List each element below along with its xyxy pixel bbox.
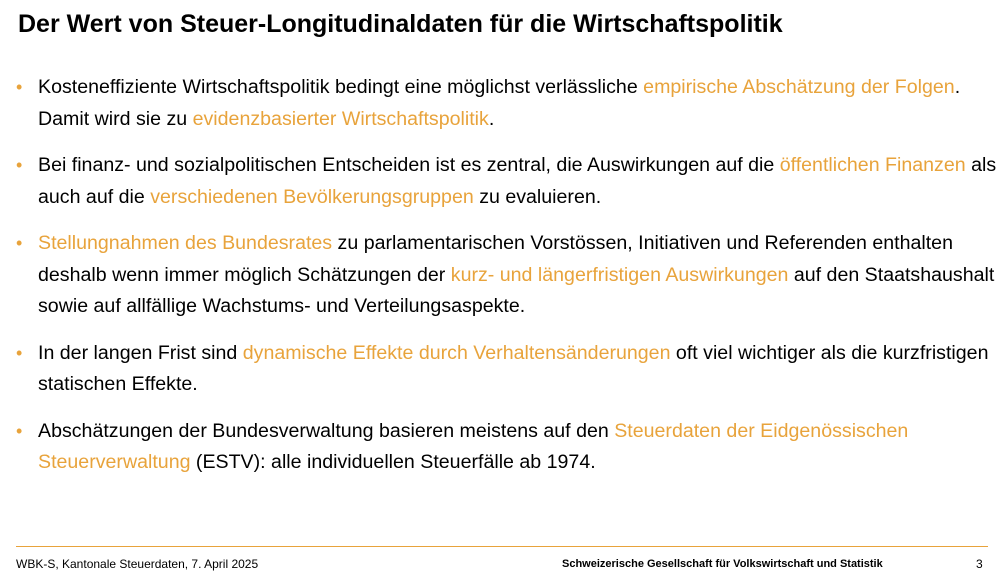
bullet-list bbox=[16, 72, 1000, 479]
page-number: 3 bbox=[976, 557, 983, 571]
highlighted-text: evidenzbasierter Wirtschaftspolitik bbox=[192, 107, 489, 130]
highlighted-text: empirische Abschätzung der Folgen bbox=[643, 76, 955, 98]
bullet-text: Kosteneffiziente Wirtschaftspolitik bedingt eine möglichst verlässliche bbox=[38, 76, 644, 98]
highlighted-text: Steuerdaten der Eidgenössischen Steuerverwaltung bbox=[38, 419, 909, 473]
bullet-marker: • bbox=[16, 155, 23, 175]
footer-organization: Schweizerische Gesellschaft für Volkswirtschaft und Statistik bbox=[562, 558, 883, 570]
bullet-marker: • bbox=[16, 233, 23, 253]
bullet-marker: • bbox=[16, 420, 23, 441]
bullet-text: In der langen Frist sind bbox=[38, 341, 243, 364]
bullet-text: (ESTV): alle individuellen Steuerfälle ab 1974. bbox=[190, 451, 596, 473]
bullet-text: auf den Staatshaushalt sowie auf allfällige Wachstums- und Verteilungsaspekte. bbox=[38, 263, 995, 317]
bullet-text: . Damit wird sie zu bbox=[38, 76, 961, 130]
bullet-marker: • bbox=[16, 342, 23, 363]
bullet-marker: • bbox=[16, 77, 23, 97]
bullet-text: als auch auf die bbox=[38, 154, 997, 208]
footer-event-info: WBK-S, Kantonale Steuerdaten, 7. April 2025 bbox=[16, 557, 259, 571]
highlighted-text: verschiedenen Bevölkerungsgruppen bbox=[150, 185, 474, 208]
bullet-text: zu evaluieren. bbox=[473, 185, 602, 208]
highlighted-text: dynamische Effekte durch Verhaltensänderungen bbox=[242, 341, 671, 364]
bullet-text: zu parlamentarischen Vorstössen, Initiativen und Referenden enthalten deshalb wenn immer möglich Schätzungen der bbox=[38, 232, 953, 286]
footer-divider bbox=[16, 546, 988, 547]
highlighted-text: Stellungnahmen des Bundesrates bbox=[38, 232, 333, 254]
bullet-item bbox=[16, 338, 1000, 401]
bullet-item bbox=[16, 72, 1000, 135]
highlighted-text: kurz- und längerfristigen Auswirkungen bbox=[450, 263, 789, 286]
bullet-text: oft viel wichtiger als die kurzfristigen statischen Effekte. bbox=[38, 341, 989, 395]
bullet-item bbox=[16, 228, 1000, 323]
highlighted-text: öffentlichen Finanzen bbox=[779, 154, 966, 176]
bullet-text: . bbox=[488, 107, 495, 130]
bullet-item bbox=[16, 150, 1000, 213]
bullet-item bbox=[16, 416, 1000, 479]
bullet-text: Bei finanz- und sozialpolitischen Entscheiden ist es zentral, die Auswirkungen auf die bbox=[38, 154, 780, 176]
page-title: Der Wert von Steuer-Longitudinaldaten für die Wirtschaftspolitik bbox=[18, 10, 783, 38]
bullet-text: Abschätzungen der Bundesverwaltung basieren meistens auf den bbox=[38, 419, 615, 442]
